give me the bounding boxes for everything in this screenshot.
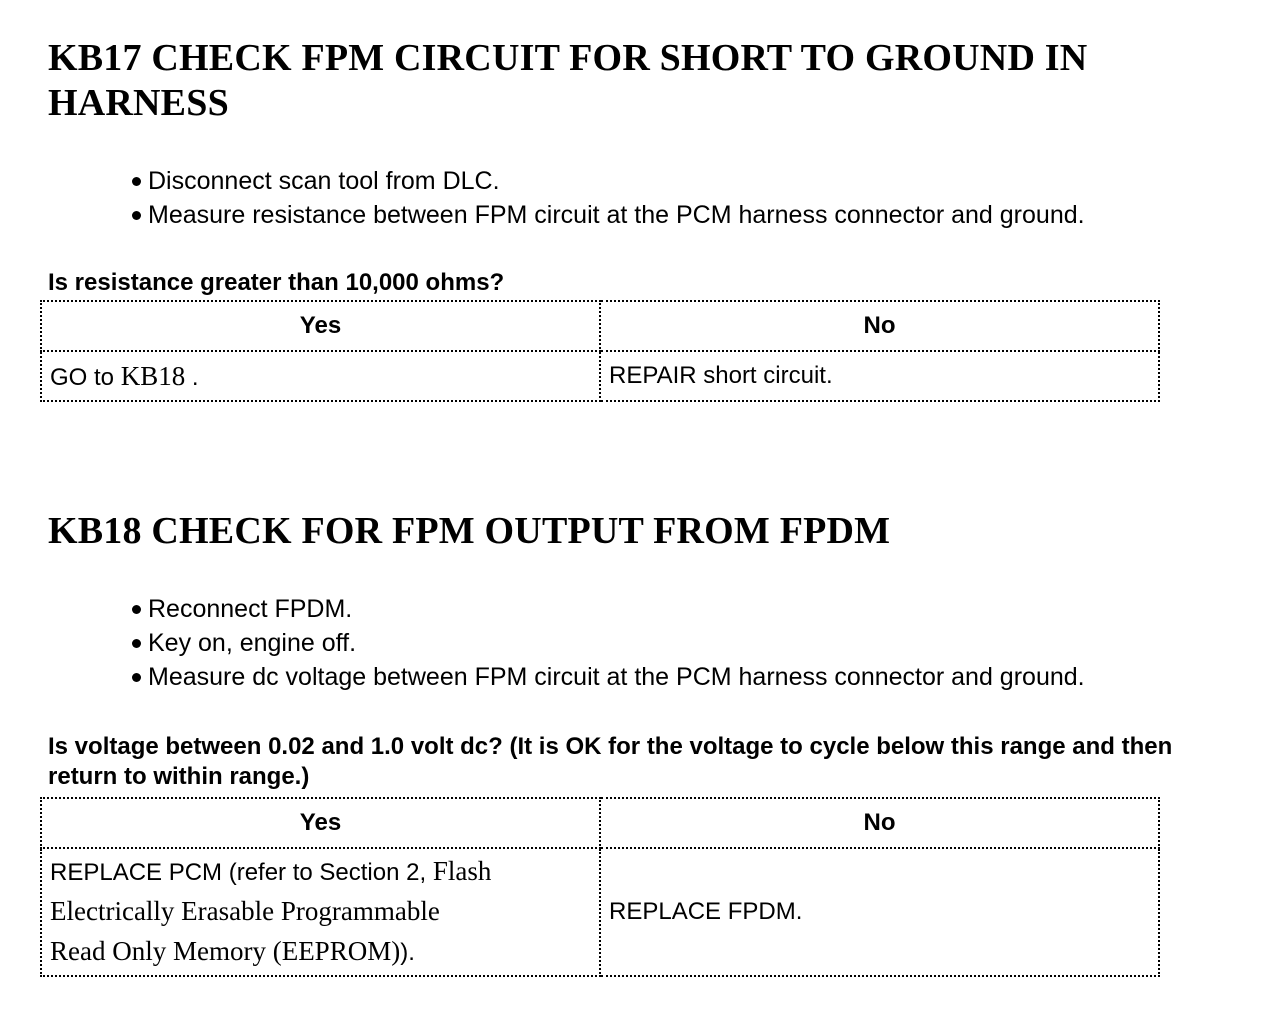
eeprom-link-part-2[interactable]: Electrically Erasable Programmable [50, 896, 440, 926]
bullet-icon [132, 211, 141, 220]
step-text: Disconnect scan tool from DLC. [148, 167, 500, 195]
list-item [132, 626, 1085, 660]
no-header: No [600, 798, 1159, 848]
table-row [41, 848, 1159, 976]
yes-prefix: REPLACE PCM (refer to Section 2, [50, 859, 427, 886]
yes-suffix: . [191, 363, 199, 391]
list-item [132, 198, 1085, 232]
yes-header: Yes [41, 798, 600, 848]
kb18-steps-list [132, 592, 1085, 694]
step-text: Reconnect FPDM. [148, 595, 353, 623]
list-item [132, 592, 1085, 626]
bullet-icon [132, 177, 141, 186]
kb18-heading: KB18 CHECK FOR FPM OUTPUT FROM FPDM [48, 510, 891, 552]
list-item [132, 660, 1085, 694]
yes-prefix: GO to [50, 363, 115, 391]
yes-line-1 [50, 852, 591, 892]
kb17-question: Is resistance greater than 10,000 ohms? [48, 269, 505, 296]
eeprom-link-part-3[interactable]: Read Only Memory (EEPROM) [50, 936, 401, 966]
kb18-question: Is voltage between 0.02 and 1.0 volt dc? (It is OK for the voltage to cycle below this range and then return to within range.) [48, 733, 1173, 790]
kb18-result-table [40, 797, 1160, 977]
kb17-steps-list [132, 164, 1085, 232]
yes-header: Yes [41, 301, 600, 351]
eeprom-link-part-1[interactable]: Flash [432, 856, 492, 886]
bullet-icon [132, 673, 141, 682]
yes-line-3 [50, 932, 591, 972]
bullet-icon [132, 605, 141, 614]
kb18-link[interactable]: KB18 [120, 360, 186, 391]
kb17-result-table [40, 300, 1160, 402]
step-text: Measure dc voltage between FPM circuit at the PCM harness connector and ground. [148, 663, 1085, 691]
bullet-icon [132, 639, 141, 648]
yes-suffix: ). [400, 939, 415, 966]
step-text: Measure resistance between FPM circuit at the PCM harness connector and ground. [148, 201, 1085, 229]
yes-cell [41, 848, 600, 976]
no-cell: REPLACE FPDM. [600, 848, 1159, 976]
list-item [132, 164, 1085, 198]
yes-line-2 [50, 892, 591, 932]
table-row [41, 351, 1159, 401]
step-text: Key on, engine off. [148, 629, 357, 657]
table-header-row [41, 301, 1159, 351]
kb17-heading: KB17 CHECK FPM CIRCUIT FOR SHORT TO GROUND IN HARNESS [48, 37, 1088, 124]
table-header-row [41, 798, 1159, 848]
no-header: No [600, 301, 1159, 351]
yes-cell [41, 351, 600, 401]
no-cell: REPAIR short circuit. [600, 351, 1159, 401]
